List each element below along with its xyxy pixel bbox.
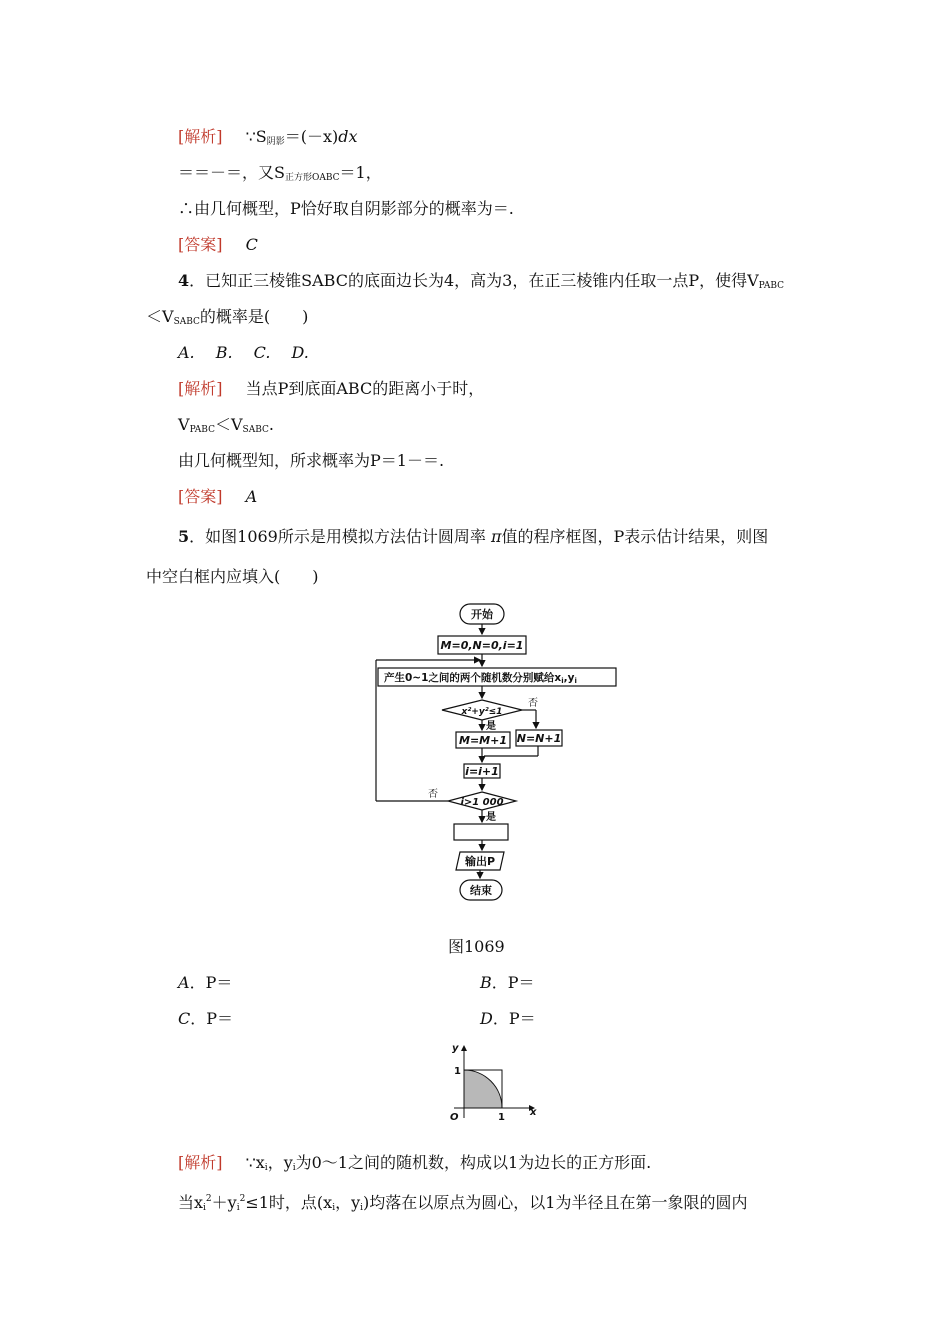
figure-caption: 图1069 [448,937,505,956]
yes-label-2: 是 [486,812,496,823]
analysis-tag: [解析] [178,1153,223,1172]
no-label-1: 否 [528,698,538,709]
option-c: C. [253,343,271,362]
answer-line-3 [178,234,258,256]
q4-solution-line-3: 由几何概型知，所求概率为P＝1－＝. [178,451,445,470]
generate-label: 产生0~1之间的两个随机数分别赋给xi,yi [384,672,577,685]
question-4-options [178,342,309,364]
n-increment-label: N=N+1 [516,732,562,745]
init-label: M=0,N=0,i=1 [440,639,524,652]
x-axis-label: x [530,1107,537,1118]
origin-label: O [450,1112,459,1123]
analysis-tag: [解析] [178,127,223,146]
q4-solution-line-1: [解析] 当点P到底面ABC的距离小于时， [178,379,485,398]
q5-option-a: A．P＝ [178,973,233,992]
answer-tag: [答案] [178,487,223,506]
question-number: 5 [178,527,190,546]
y-tick-label: 1 [454,1066,461,1077]
option-d: D. [291,343,309,362]
option-a: A. [178,343,195,362]
q5-option-c: C．P＝ [178,1009,234,1028]
solution-line-1: [解析] $\because S_{阴影}=(-x)dx$ [178,127,358,147]
q5-solution-line-2: 当$x_i^2+y_i^2\le 1$时，点($x_i$，$y_i$)均落在以原点为圆心，以1为半径且在第一象限的圆内 [178,1193,748,1213]
answer-tag: [答案] [178,235,223,254]
flowchart [360,598,640,910]
output-label: 输出P [464,855,496,868]
m-increment-label: M=M+1 [459,734,507,747]
y-axis-label: y [452,1043,459,1054]
loop-condition-label: i>1 000 [460,797,504,808]
solution-line-3: ∴由几何概型，P恰好取自阴影部分的概率为＝. [178,199,514,218]
q5-solution-line-1: [解析] $\because x_i$，$y_i$为0～1之间的随机数，构成以1为边长的正方形面. [178,1153,652,1173]
x-tick-label: 1 [498,1112,505,1123]
no-label-2: 否 [428,789,438,800]
q4-answer-line [178,486,257,508]
answer-value: C [245,235,258,254]
shaded-quarter-disc [464,1070,502,1108]
condition-label: x²+y²≤1 [461,707,503,717]
option-b: B. [215,343,233,362]
question-5-stem-cont: 中空白框内应填入( ) [146,567,319,586]
q4-solution-line-2: $V_{PABC}<V_{SABC}$. [178,415,274,435]
question-number: 4 [178,271,190,290]
i-increment-label: i=i+1 [465,765,499,778]
blank-box [454,824,508,840]
question-4-stem: 4．已知正三棱锥SABC的底面边长为4，高为3，在正三棱锥内任取一点P，使得$V_{PABC}$ [178,271,785,291]
answer-value: A [245,487,258,506]
quarter-circle-graph [436,1040,546,1124]
analysis-tag: [解析] [178,379,223,398]
question-5-stem: 5．如图1069所示是用模拟方法估计圆周率 π值的程序框图，P表示估计结果，则图 [178,527,769,546]
end-label: 结束 [470,884,492,897]
solution-line-2: ＝＝－＝，又$S_{正方形OABC}=1$， [178,163,382,183]
q5-option-b: B．P＝ [480,973,535,992]
start-label: 开始 [471,608,493,621]
yes-label-1: 是 [486,721,496,732]
q5-option-d: D．P＝ [480,1009,536,1028]
question-4-stem-cont: $<V_{SABC}$的概率是( ) [146,307,309,327]
